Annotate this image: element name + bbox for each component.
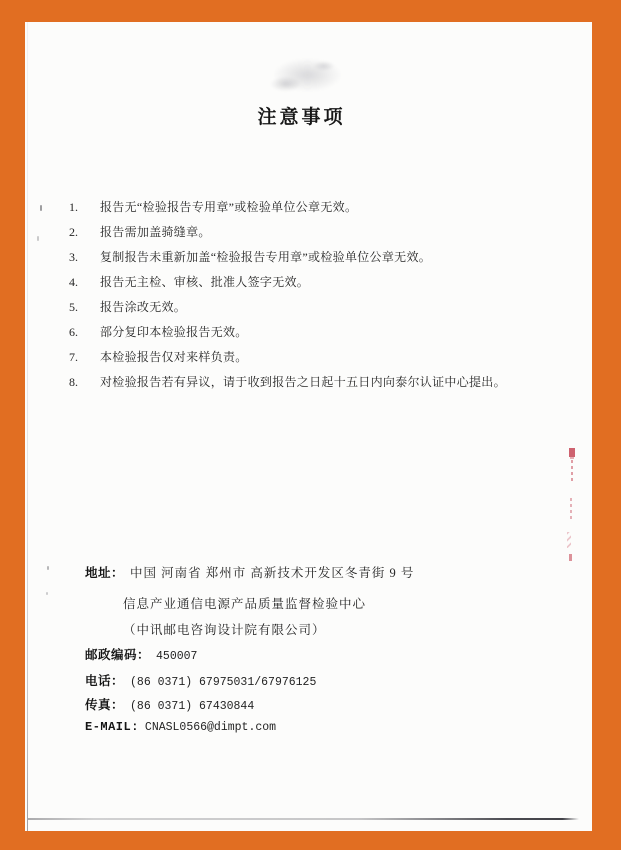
notice-item-number: 1. (69, 200, 78, 214)
postcode-value: 450007 (156, 650, 198, 663)
notice-item-number: 2. (69, 225, 78, 239)
org-row (85, 594, 366, 612)
notice-item-number: 6. (69, 325, 78, 339)
notice-item-text: 报告无“检验报告专用章”或检验单位公章无效。 (100, 200, 358, 214)
document-page (25, 22, 592, 831)
notice-item-number: 3. (69, 250, 78, 264)
notice-item-7 (69, 345, 581, 370)
notice-item-text: 报告需加盖骑缝章。 (100, 225, 211, 239)
phone-value: (86 0371) 67975031/67976125 (130, 676, 317, 689)
email-label: E-MAIL: (85, 720, 139, 734)
notice-item-3 (69, 245, 581, 270)
company-name: （中讯邮电咨询设计院有限公司） (123, 623, 326, 637)
notice-item-2 (69, 220, 581, 245)
notice-item-text: 报告无主检、审核、批准人签字无效。 (100, 275, 310, 289)
stamp-bleed-mark-2 (571, 460, 573, 484)
address-row (85, 563, 414, 581)
notice-item-text: 对检验报告若有异议，请于收到报告之日起十五日内向泰尔认证中心提出。 (100, 375, 506, 389)
stamp-bleed-mark-3 (570, 498, 572, 522)
notice-item-number: 7. (69, 350, 78, 364)
notice-item-8 (69, 370, 581, 395)
notice-item-5 (69, 295, 581, 320)
paper-edge-shadow-left (27, 22, 28, 831)
notice-item-6 (69, 320, 581, 345)
fax-value: (86 0371) 67430844 (130, 700, 255, 713)
page-title: 注意事项 (257, 107, 346, 128)
notice-item-text: 复制报告未重新加盖“检验报告专用章”或检验单位公章无效。 (100, 250, 432, 264)
notice-item-number: 8. (69, 375, 78, 389)
notice-item-text: 部分复印本检验报告无效。 (100, 325, 248, 339)
notice-item-1 (69, 195, 581, 220)
margin-speck-4 (46, 592, 48, 595)
notice-item-number: 5. (69, 300, 78, 314)
address-label: 地址： (85, 566, 125, 580)
company-row (85, 620, 326, 638)
notice-item-text: 本检验报告仅对来样负责。 (100, 350, 248, 364)
fax-label: 传真： (85, 698, 125, 712)
phone-label: 电话： (85, 674, 125, 688)
stamp-bleed-mark-4 (567, 532, 571, 548)
notice-list (69, 195, 581, 395)
stamp-bleed-mark-1 (569, 448, 575, 457)
email-row (85, 719, 276, 734)
margin-speck-2 (37, 236, 39, 241)
paper-edge-shadow-bottom (28, 818, 579, 820)
postcode-row (85, 645, 197, 663)
notice-item-4 (69, 270, 581, 295)
fax-row (85, 695, 254, 713)
org-name: 信息产业通信电源产品质量监督检验中心 (123, 597, 367, 611)
postcode-label: 邮政编码： (85, 648, 151, 662)
notice-item-number: 4. (69, 275, 78, 289)
scan-smudge (247, 42, 357, 102)
margin-speck-3 (47, 566, 49, 570)
notice-item-text: 报告涂改无效。 (100, 300, 187, 314)
address-value: 中国 河南省 郑州市 高新技术开发区冬青街 9 号 (130, 566, 415, 580)
email-value: CNASL0566@dimpt.com (144, 721, 277, 734)
margin-speck-1 (40, 205, 42, 211)
phone-row (85, 671, 316, 689)
stamp-bleed-mark-5 (569, 554, 572, 561)
